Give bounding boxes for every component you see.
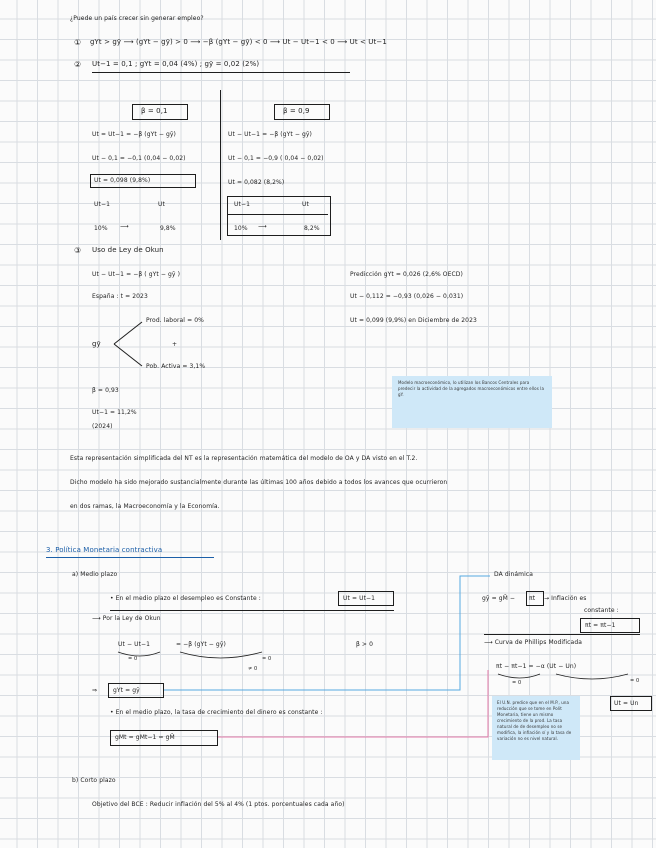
- natural-rate-box: [610, 696, 652, 711]
- money-growth: gMt = gMt−1 = gM̄: [115, 734, 175, 741]
- unemployment-change: Ut − Ut−1: [118, 641, 151, 648]
- okun-rhs: = −β (gYt − gȳ): [176, 641, 226, 648]
- dynamic-ad-title: DA dinámica: [494, 571, 534, 578]
- given-values-line: Ut−1 = 0,1 ; gYt = 0,04 (4%) ; gȳ = 0,02 (2%): [92, 60, 260, 68]
- paragraph-line-1: Esta representación simplificada del NT es la representación matemática del modelo de OA y DA visto en el T.2.: [70, 455, 418, 462]
- right-prev-header: Ut−1: [234, 201, 250, 208]
- inflation-constant: πt = πt−1: [585, 622, 616, 629]
- paragraph-line-3: en dos ramas, la Macroeconomía y la Economía.: [70, 503, 220, 510]
- inflation-constant-label-2: constante :: [584, 607, 619, 614]
- dynamic-ad-equation: gȳ = gM̄ −: [482, 595, 516, 602]
- given-values-underline: [92, 72, 350, 73]
- okun-law-underline: [110, 610, 394, 611]
- right-prev-value: 10%: [234, 225, 248, 232]
- right-okun-equation: Ut − Ut−1 = −β (gYt − gȳ): [228, 131, 312, 138]
- constant-unemployment-text: • En el medio plazo el desempleo es Constante :: [110, 595, 261, 602]
- phillips-underline: [484, 634, 640, 635]
- okun-equation: Ut − Ut−1 = −β ( gYt − gȳ ): [92, 271, 181, 278]
- left-prev-value: 10%: [94, 225, 108, 232]
- prior-year: (2024): [92, 423, 113, 430]
- beta-right-box: [274, 104, 330, 120]
- growth-equality-box: [108, 683, 164, 698]
- beta-left-box: [132, 104, 188, 120]
- medium-term-note-text: El U.N. predice que en el M.P., una reducción que se tome en Polit Monetaria, tiene un mismo crecimiento de la prod. La tasa natural de de desempleo no se modifica, la inflación sí y la tasa de variación no es nivel natural.: [497, 700, 572, 741]
- monetary-policy-underline: [46, 557, 214, 558]
- natural-rate: Ut = Un: [614, 700, 639, 707]
- macro-model-note: [392, 376, 552, 428]
- okun-inequality-line: gYt > gȳ ⟶ (gYt − gȳ) > 0 ⟶ −β (gYt − gȳ) < 0 ⟶ Ut − Ut−1 < 0 ⟶ Ut < Ut−1: [90, 38, 387, 46]
- growth-equality: gYt = gȳ: [113, 687, 140, 694]
- implies-arrow: ⇒: [92, 687, 98, 694]
- spain-year: España : t = 2023: [92, 293, 148, 300]
- monetary-policy-heading: 3. Política Monetaria contractiva: [46, 546, 163, 554]
- point-two-marker: ②: [74, 60, 82, 69]
- okun-rhs-zero: = 0: [262, 656, 272, 662]
- left-prev-header: Ut−1: [94, 201, 110, 208]
- phillips-curve-title: ⟶ Curva de Phillips Modificada: [484, 639, 583, 646]
- labor-productivity: Prod. laboral = 0%: [146, 317, 204, 324]
- right-result: Ut = 0,082 (8,2%): [228, 179, 285, 186]
- short-term-label: b) Corto plazo: [72, 777, 116, 784]
- left-curr-header: Ut: [158, 201, 165, 208]
- inflation-constant-label: → Inflación es: [544, 595, 587, 602]
- beta-right-label: β = 0,9: [283, 107, 310, 115]
- left-okun-equation: Ut = Ut−1 = −β (gYt − gȳ): [92, 131, 176, 138]
- inflation-term-box: [526, 591, 544, 606]
- unemployment-change-zero: = 0: [128, 656, 138, 662]
- okun-law-arrow: ⟶ Por la Ley de Okun: [92, 615, 161, 622]
- inflation-change-zero: = 0: [512, 680, 522, 686]
- beta-positive: β > 0: [356, 641, 373, 648]
- prior-unemployment: Ut−1 = 11,2%: [92, 409, 137, 416]
- money-growth-text: • En el medio plazo, la tasa de crecimiento del dinero es constante :: [110, 709, 323, 716]
- left-substitution: Ut − 0,1 = −0,1 (0,04 − 0,02): [92, 155, 186, 162]
- unemployment-constant: Ut = Ut−1: [343, 595, 376, 602]
- right-arrow: ⟶: [258, 223, 267, 230]
- macro-model-note-text: Modelo macroeconómico, lo utilizan los Bancos Centrales para predecir la actividad de la agregados macroeconómicos entre ellos la gY.: [398, 380, 545, 397]
- point-three-marker: ③: [74, 246, 82, 255]
- ecb-objective: Objetivo del BCE : Reducir inflación del 5% al 4% (1 ptos. porcentuales cada año): [92, 801, 345, 808]
- left-result: Ut = 0,098 (9,8%): [94, 177, 151, 184]
- right-table-rule: [228, 214, 328, 215]
- active-population: Pob. Activa = 3,1%: [146, 363, 206, 370]
- phillips-equation: πt − πt−1 = −α (Ut − Un): [496, 663, 577, 670]
- okun-usage-title: Uso de Ley de Okun: [92, 246, 164, 254]
- growth-prediction: Predicción gYt = 0,026 (2,6% OECD): [350, 271, 463, 278]
- paragraph-line-2: Dicho modelo ha sido mejorado sustancialmente durante las últimas 100 años debido a todos los avances que ocurrieron: [70, 479, 448, 486]
- potential-growth-label: gȳ: [92, 340, 101, 348]
- question-heading: ¿Puede un país crecer sin generar empleo?: [70, 15, 204, 22]
- inflation-term: πt: [529, 595, 536, 602]
- okun-beta: β = 0,93: [92, 387, 119, 394]
- left-curr-value: 9,8%: [160, 225, 176, 232]
- unemployment-constant-box: [338, 591, 394, 606]
- column-divider: [220, 90, 221, 240]
- plus-sign: +: [172, 341, 178, 348]
- left-result-box: [90, 174, 196, 188]
- right-substitution: Ut − 0,1 = −0,9 ( 0,04 − 0,02): [228, 155, 324, 162]
- money-growth-box: [110, 730, 218, 746]
- right-curr-value: 8,2%: [304, 225, 320, 232]
- medium-term-label: a) Medio plazo: [72, 571, 118, 578]
- gap-zero: = 0: [630, 678, 640, 684]
- okun-rhs-nonzero: ≠ 0: [248, 666, 258, 672]
- medium-term-note: [492, 696, 580, 760]
- beta-left-label: β = 0,1: [141, 107, 168, 115]
- inflation-constant-box: [580, 618, 640, 633]
- prediction-result: Ut = 0,099 (9,9%) en Diciembre de 2023: [350, 317, 477, 324]
- left-arrow: ⟶: [120, 223, 129, 230]
- point-one-marker: ①: [74, 38, 82, 47]
- prediction-calculation: Ut − 0,112 = −0,93 (0,026 − 0,031): [350, 293, 464, 300]
- right-curr-header: Ut: [302, 201, 309, 208]
